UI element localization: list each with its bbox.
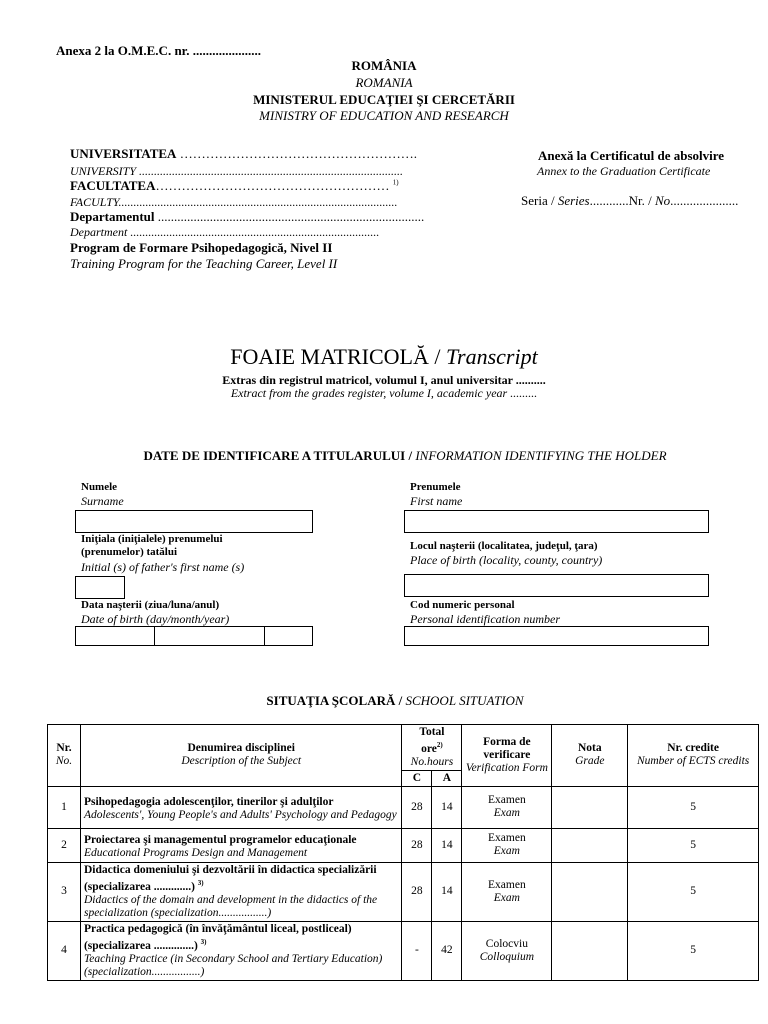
department-label: Departamentul bbox=[70, 209, 155, 224]
university-en: UNIVERSITY ........................................................................................ bbox=[70, 164, 403, 178]
firstname-field[interactable] bbox=[404, 510, 709, 533]
row-verification: Examen Exam bbox=[462, 862, 552, 921]
row-grade[interactable] bbox=[552, 786, 628, 828]
dob-label-en: Date of birth (day/month/year) bbox=[81, 612, 230, 626]
row-number: 4 bbox=[48, 921, 81, 980]
table-row bbox=[48, 786, 759, 828]
row-hours-a: 14 bbox=[432, 786, 462, 828]
row-credits: 5 bbox=[628, 862, 759, 921]
certificate-title-ro: Anexă la Certificatul de absolvire bbox=[538, 148, 725, 163]
row-subject: Proiectarea şi managementul programelor educaţionale Educational Programs Design and Management bbox=[80, 828, 401, 862]
table-row bbox=[48, 921, 759, 980]
faculty-en: FACULTY............................................................................................. bbox=[70, 195, 398, 209]
surname-field[interactable] bbox=[75, 510, 313, 533]
row-hours-c: 28 bbox=[402, 828, 432, 862]
header-subject: Denumirea disciplinei Description of the Subject bbox=[80, 725, 401, 787]
holder-heading-en: INFORMATION IDENTIFYING THE HOLDER bbox=[415, 448, 667, 463]
row-number: 2 bbox=[48, 828, 81, 862]
extract-en: Extract from the grades register, volume I, academic year ......... bbox=[230, 386, 538, 400]
surname-label: Numele bbox=[81, 481, 118, 493]
row-credits: 5 bbox=[628, 786, 759, 828]
initial-field[interactable] bbox=[75, 576, 125, 599]
school-heading-ro: SITUAŢIA ŞCOLARĂ / bbox=[266, 693, 406, 708]
series-label-en: Series bbox=[557, 193, 590, 208]
table-row bbox=[48, 862, 759, 921]
university-label: UNIVERSITATEA bbox=[70, 146, 177, 161]
row-subject: Didactica domeniului şi dezvoltării în didactica specializării (specializarea .............) $^{3)}$ Didactics of the domain and development in the didactics of the specialization (specialization.................) bbox=[80, 862, 401, 921]
firstname-label-en: First name bbox=[410, 494, 463, 508]
ministry-en: MINISTRY OF EDUCATION AND RESEARCH bbox=[259, 108, 509, 123]
header-nr: Nr. No. bbox=[48, 725, 81, 787]
row-number: 1 bbox=[48, 786, 81, 828]
pin-label: Cod numeric personal bbox=[410, 599, 515, 611]
series-number-line bbox=[521, 193, 738, 209]
pin-label-en: Personal identification number bbox=[410, 612, 560, 626]
program-ro: Program de Formare Psihopedagogică, Nivel II bbox=[70, 240, 333, 255]
faculty-line bbox=[70, 178, 399, 194]
university-line bbox=[70, 146, 417, 162]
row-credits: 5 bbox=[628, 921, 759, 980]
row-verification: Examen Exam bbox=[462, 786, 552, 828]
table-row bbox=[48, 828, 759, 862]
program-en: Training Program for the Teaching Career, Level II bbox=[70, 256, 338, 271]
faculty-footnote: 1) bbox=[392, 178, 399, 187]
faculty-label: FACULTATEA bbox=[70, 178, 156, 193]
transcript-title-ro: FOAIE MATRICOLĂ bbox=[230, 344, 429, 369]
row-grade[interactable] bbox=[552, 862, 628, 921]
department-line bbox=[70, 209, 424, 225]
transcript-title bbox=[0, 344, 768, 370]
holder-heading bbox=[0, 448, 768, 464]
row-credits: 5 bbox=[628, 828, 759, 862]
certificate-title-en: Annex to the Graduation Certificate bbox=[537, 164, 711, 178]
department-dots: .................................................................................. bbox=[157, 209, 425, 224]
initial-label-1: Iniţiala (iniţialele) prenumelui bbox=[81, 533, 223, 545]
school-heading bbox=[0, 693, 768, 709]
row-subject: Practica pedagogică (în învăţământul liceal, postliceal) (specializarea ..............) $^{3)}$ Teaching Practice (in Secondary School and Tertiary Education) (specialization.................) bbox=[80, 921, 401, 980]
ministry-ro: MINISTERUL EDUCAŢIEI ŞI CERCETĂRII bbox=[253, 92, 515, 107]
country-en: ROMANIA bbox=[355, 75, 413, 90]
birthplace-label-en: Place of birth (locality, county, country) bbox=[410, 553, 603, 567]
header-credits: Nr. credite Number of ECTS credits bbox=[628, 725, 759, 787]
department-en: Department ................................................................................... bbox=[70, 225, 380, 239]
holder-heading-ro: DATE DE IDENTIFICARE A TITULARULUI / bbox=[143, 448, 416, 463]
school-heading-en: SCHOOL SITUATION bbox=[405, 693, 524, 708]
dob-divider-1 bbox=[154, 627, 155, 645]
faculty-dots: ……………………………………………… bbox=[155, 178, 390, 193]
total-footnote: 2) bbox=[436, 741, 443, 749]
firstname-label: Prenumele bbox=[410, 481, 461, 493]
series-label: Seria / bbox=[521, 193, 558, 208]
row-hours-c: 28 bbox=[402, 862, 432, 921]
extract-ro: Extras din registrul matricol, volumul I, anul universitar .......... bbox=[222, 373, 546, 387]
pin-field[interactable] bbox=[404, 626, 709, 646]
row-verification: Examen Exam bbox=[462, 828, 552, 862]
table-header-row bbox=[48, 725, 759, 771]
row-subject: Psihopedagogia adolescenţilor, tinerilor şi adulţilor Adolescents', Young People's and Adults' Psychology and Pedagogy bbox=[80, 786, 401, 828]
row-number: 3 bbox=[48, 862, 81, 921]
dob-label: Data naşterii (ziua/luna/anul) bbox=[81, 599, 220, 611]
school-situation-table bbox=[47, 724, 759, 981]
dob-divider-2 bbox=[264, 627, 265, 645]
birthplace-label: Locul naşterii (localitatea, judeţul, ţara) bbox=[410, 540, 598, 552]
transcript-title-en: Transcript bbox=[446, 344, 538, 369]
number-label-en: No bbox=[654, 193, 671, 208]
birthplace-field[interactable] bbox=[404, 574, 709, 597]
row-hours-c: - bbox=[402, 921, 432, 980]
annex-reference: Anexa 2 la O.M.E.C. nr. ..................... bbox=[56, 43, 261, 58]
row-hours-a: 42 bbox=[432, 921, 462, 980]
row-hours-c: 28 bbox=[402, 786, 432, 828]
dob-field[interactable] bbox=[75, 626, 313, 646]
header-a: A bbox=[432, 770, 462, 786]
header-verification-form: Forma de verificare Verification Form bbox=[462, 725, 552, 787]
transcript-title-slash: / bbox=[428, 344, 447, 369]
number-dots: ..................... bbox=[670, 193, 739, 208]
initial-label-2: (prenumelor) tatălui bbox=[81, 546, 178, 558]
header-total-hours: Total ore$^{2)}$ No.hours bbox=[402, 725, 462, 771]
row-grade[interactable] bbox=[552, 921, 628, 980]
header-grade: Nota Grade bbox=[552, 725, 628, 787]
row-hours-a: 14 bbox=[432, 862, 462, 921]
header-c: C bbox=[402, 770, 432, 786]
surname-label-en: Surname bbox=[81, 494, 124, 508]
initial-label-en: Initial (s) of father's first name (s) bbox=[81, 560, 245, 574]
series-dots: ............Nr. / bbox=[589, 193, 655, 208]
row-grade[interactable] bbox=[552, 828, 628, 862]
university-dots: ………………………………………………. bbox=[179, 146, 417, 161]
country-ro: ROMÂNIA bbox=[351, 58, 417, 73]
row-verification: Colocviu Colloquium bbox=[462, 921, 552, 980]
row-hours-a: 14 bbox=[432, 828, 462, 862]
